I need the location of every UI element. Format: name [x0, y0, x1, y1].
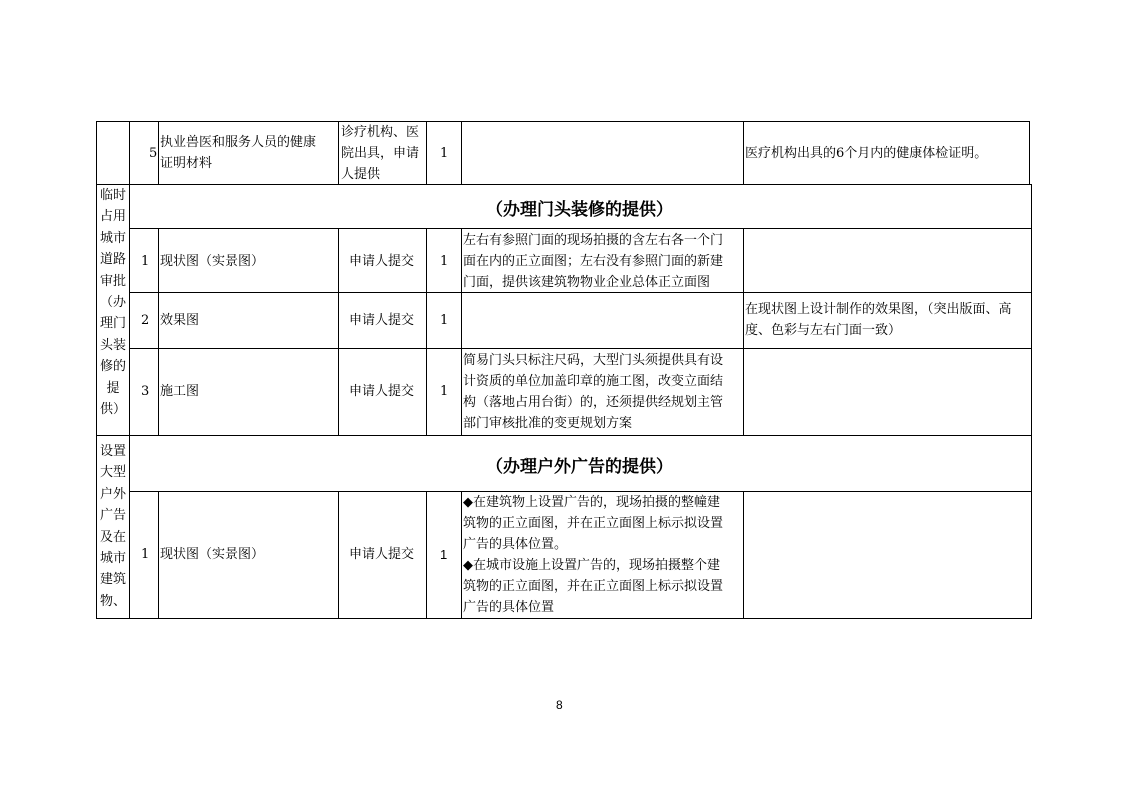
- door-row3-req-line-3: 构（落地占用台街）的，还须提供经规划主管: [463, 395, 724, 410]
- door-row3-name: 施工图: [160, 384, 200, 399]
- door-row1-note-cell: [743, 228, 1032, 293]
- door-row3-req-line-2: 计资质的单位加盖印章的施工图，改变立面结: [463, 374, 724, 389]
- door-row3-source: 申请人提交: [349, 384, 415, 399]
- ad-row1-note-cell: [743, 491, 1032, 619]
- door-row2-source: 申请人提交: [349, 313, 415, 328]
- door-row1-req-line-1: 左右有参照门面的现场拍摄的含左右各一个门: [463, 233, 724, 248]
- door-row1-source: 申请人提交: [349, 254, 415, 269]
- door-row2-req-cell: [461, 292, 744, 349]
- door-section-side-label: 临时占用城市道路审批（办理门头装修的提供）: [99, 188, 126, 418]
- ad-section-header: （办理户外广告的提供）: [486, 457, 673, 477]
- ad-row1-req-line-6: 广告的具体位置: [463, 600, 555, 615]
- row5-source-line-2: 院出具，申请: [341, 146, 420, 161]
- row5-note: 医疗机构出具的6个月内的健康体检证明。: [745, 146, 988, 161]
- ad-row1-copies: 1: [440, 547, 448, 562]
- door-row3-num: 3: [141, 384, 150, 399]
- door-row3-copies: 1: [440, 384, 449, 399]
- ad-row1-num: 1: [141, 547, 150, 562]
- door-row1-num: 1: [141, 254, 150, 269]
- door-row1-name: 现状图（实景图）: [160, 254, 265, 269]
- ad-row1-req-line-1: ◆在建筑物上设置广告的，现场拍摄的整幢建: [463, 495, 720, 510]
- row5-copies: 1: [440, 146, 449, 161]
- row5-source-line-1: 诊疗机构、医: [341, 125, 420, 140]
- door-row3-req-line-1: 简易门头只标注尺码，大型门头须提供具有设: [463, 353, 724, 368]
- ad-row1-source: 申请人提交: [349, 547, 415, 562]
- row5-category-cell: [96, 121, 130, 185]
- ad-row1-req-line-3: 广告的具体位置。: [463, 537, 568, 552]
- ad-row1-req-line-4: ◆在城市设施上设置广告的，现场拍摄整个建: [463, 558, 720, 573]
- door-row2-name: 效果图: [160, 313, 200, 328]
- row5-num: 5: [149, 146, 158, 161]
- door-row2-copies: 1: [440, 313, 449, 328]
- ad-row1-req-line-5: 筑物的正立面图，并在正立面图上标示拟设置: [463, 579, 724, 594]
- page-number: 8: [556, 698, 563, 712]
- door-row2-num: 2: [141, 313, 150, 328]
- row5-name-line-1: 执业兽医和服务人员的健康: [160, 135, 317, 150]
- ad-row1-name: 现状图（实景图）: [160, 547, 265, 562]
- ad-row1-req-line-2: 筑物的正立面图，并在正立面图上标示拟设置: [463, 516, 724, 531]
- ad-section-side-label: 设置大型户外广告及在城市建筑物、: [99, 444, 126, 609]
- door-section-header: （办理门头装修的提供）: [486, 200, 673, 220]
- door-row3-note-cell: [743, 348, 1032, 436]
- row5-req-cell: [461, 121, 744, 185]
- row5-source-line-3: 人提供: [341, 167, 381, 182]
- door-row1-req-line-2: 面在内的正立面图；左右没有参照门面的新建: [463, 254, 724, 269]
- row5-name-line-2: 证明材料: [160, 156, 213, 171]
- door-row2-note-line-1: 在现状图上设计制作的效果图，（突出版面、高: [745, 302, 1012, 317]
- door-row1-copies: 1: [440, 254, 449, 269]
- door-row3-req-line-4: 部门审核批准的变更规划方案: [463, 416, 633, 431]
- door-row1-req-line-3: 门面，提供该建筑物物业企业总体正立面图: [463, 275, 711, 290]
- door-row2-note-line-2: 度、色彩与左右门面一致）: [745, 323, 902, 338]
